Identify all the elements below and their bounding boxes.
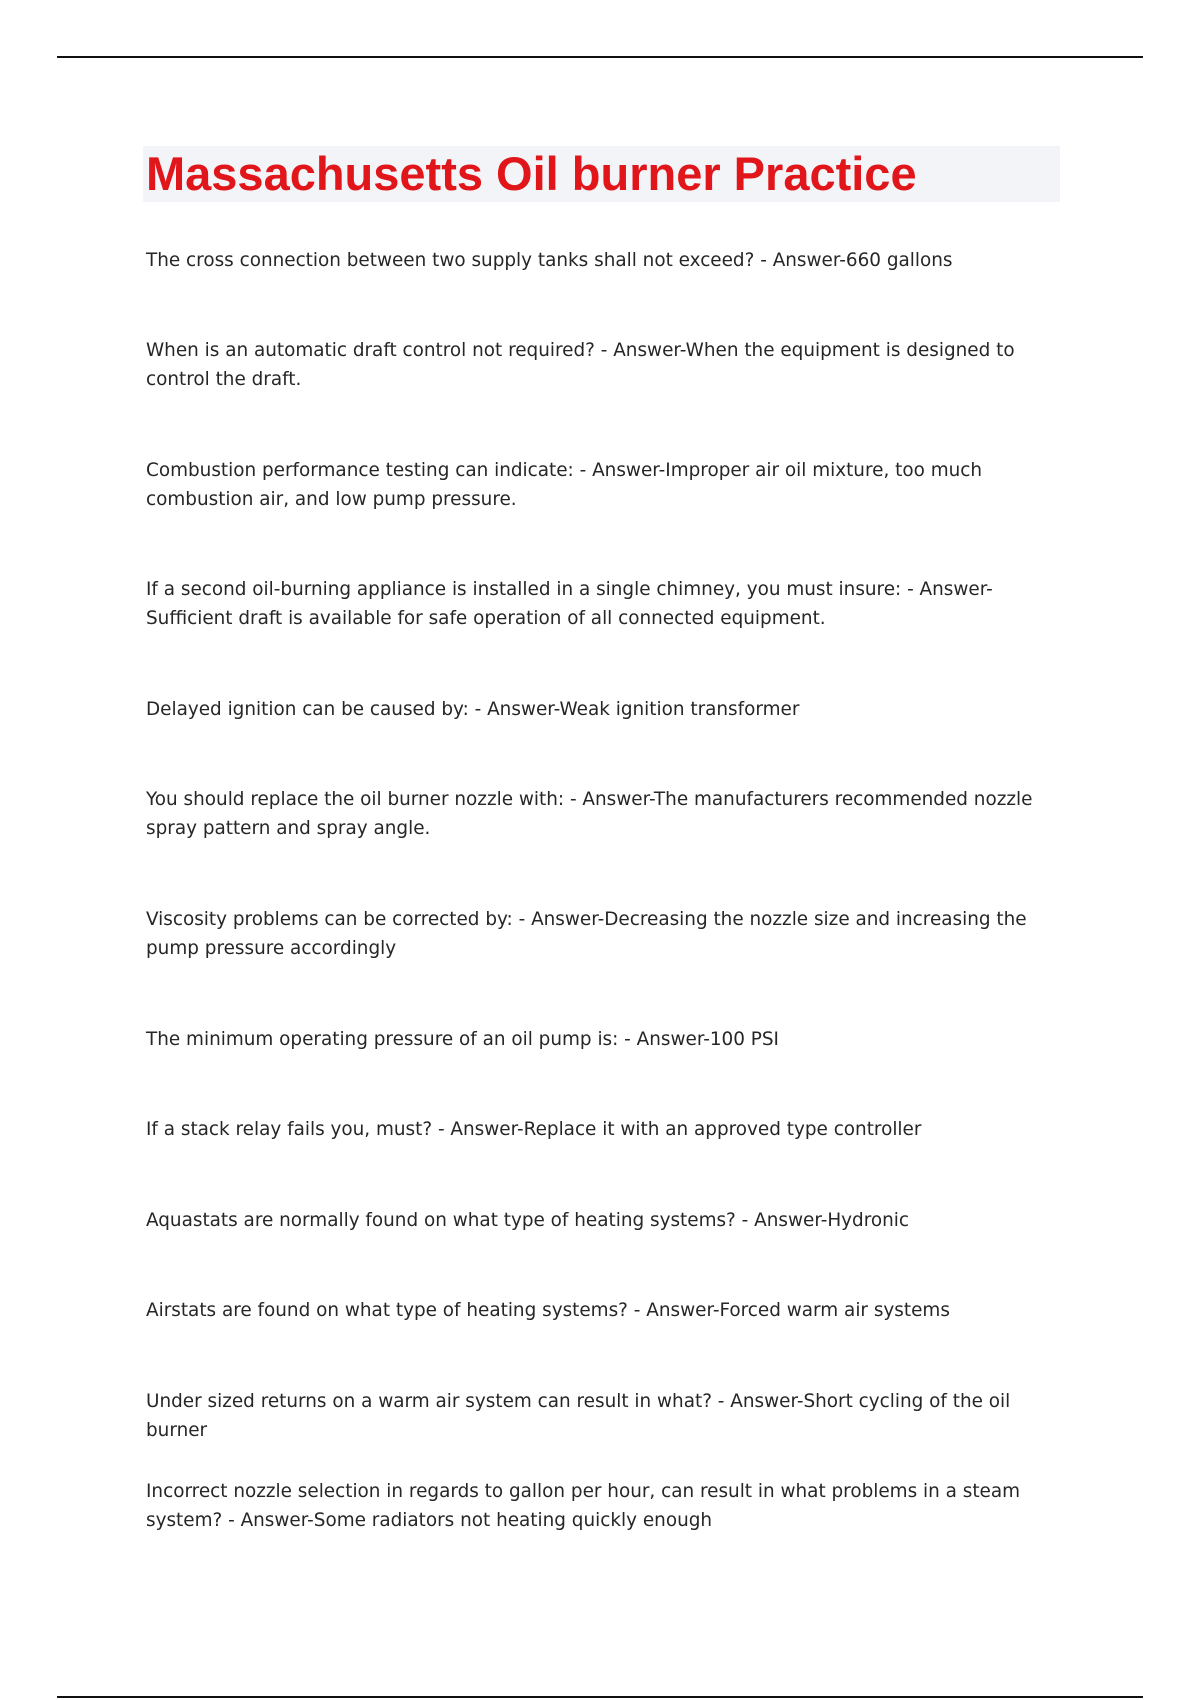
bottom-divider: [57, 1696, 1143, 1698]
document-title: Massachusetts Oil burner Practice: [146, 147, 917, 200]
qa-item-1: The cross connection between two supply tanks shall not exceed? - Answer-660 gallons: [146, 250, 953, 271]
qa-item-8: The minimum operating pressure of an oil pump is: - Answer-100 PSI: [146, 1029, 779, 1050]
qa-item-6: You should replace the oil burner nozzle with: - Answer-The manufacturers recommended nozzle spray pattern and spray angle.: [146, 789, 1033, 839]
qa-item-10: Aquastats are normally found on what type of heating systems? - Answer-Hydronic: [146, 1210, 910, 1231]
qa-item-11: Airstats are found on what type of heating systems? - Answer-Forced warm air systems: [146, 1300, 950, 1321]
qa-item-4: If a second oil-burning appliance is installed in a single chimney, you must insure: - Answer-Sufficient draft is available for safe operation of all connected equipment.: [146, 579, 993, 629]
qa-item-13: Incorrect nozzle selection in regards to gallon per hour, can result in what problems in a steam system? - Answer-Some radiators not heating quickly enough: [146, 1481, 1021, 1531]
qa-item-2: When is an automatic draft control not required? - Answer-When the equipment is designed to control the draft.: [146, 340, 1015, 390]
qa-item-9: If a stack relay fails you, must? - Answer-Replace it with an approved type controller: [146, 1119, 922, 1140]
qa-item-12: Under sized returns on a warm air system can result in what? - Answer-Short cycling of the oil burner: [146, 1391, 1011, 1441]
qa-item-7: Viscosity problems can be corrected by: - Answer-Decreasing the nozzle size and increasing the pump pressure accordingly: [146, 909, 1027, 959]
qa-item-3: Combustion performance testing can indicate: - Answer-Improper air oil mixture, too much combustion air, and low pump pressure.: [146, 460, 983, 510]
qa-item-5: Delayed ignition can be caused by: - Answer-Weak ignition transformer: [146, 699, 800, 720]
top-divider: [57, 56, 1143, 58]
